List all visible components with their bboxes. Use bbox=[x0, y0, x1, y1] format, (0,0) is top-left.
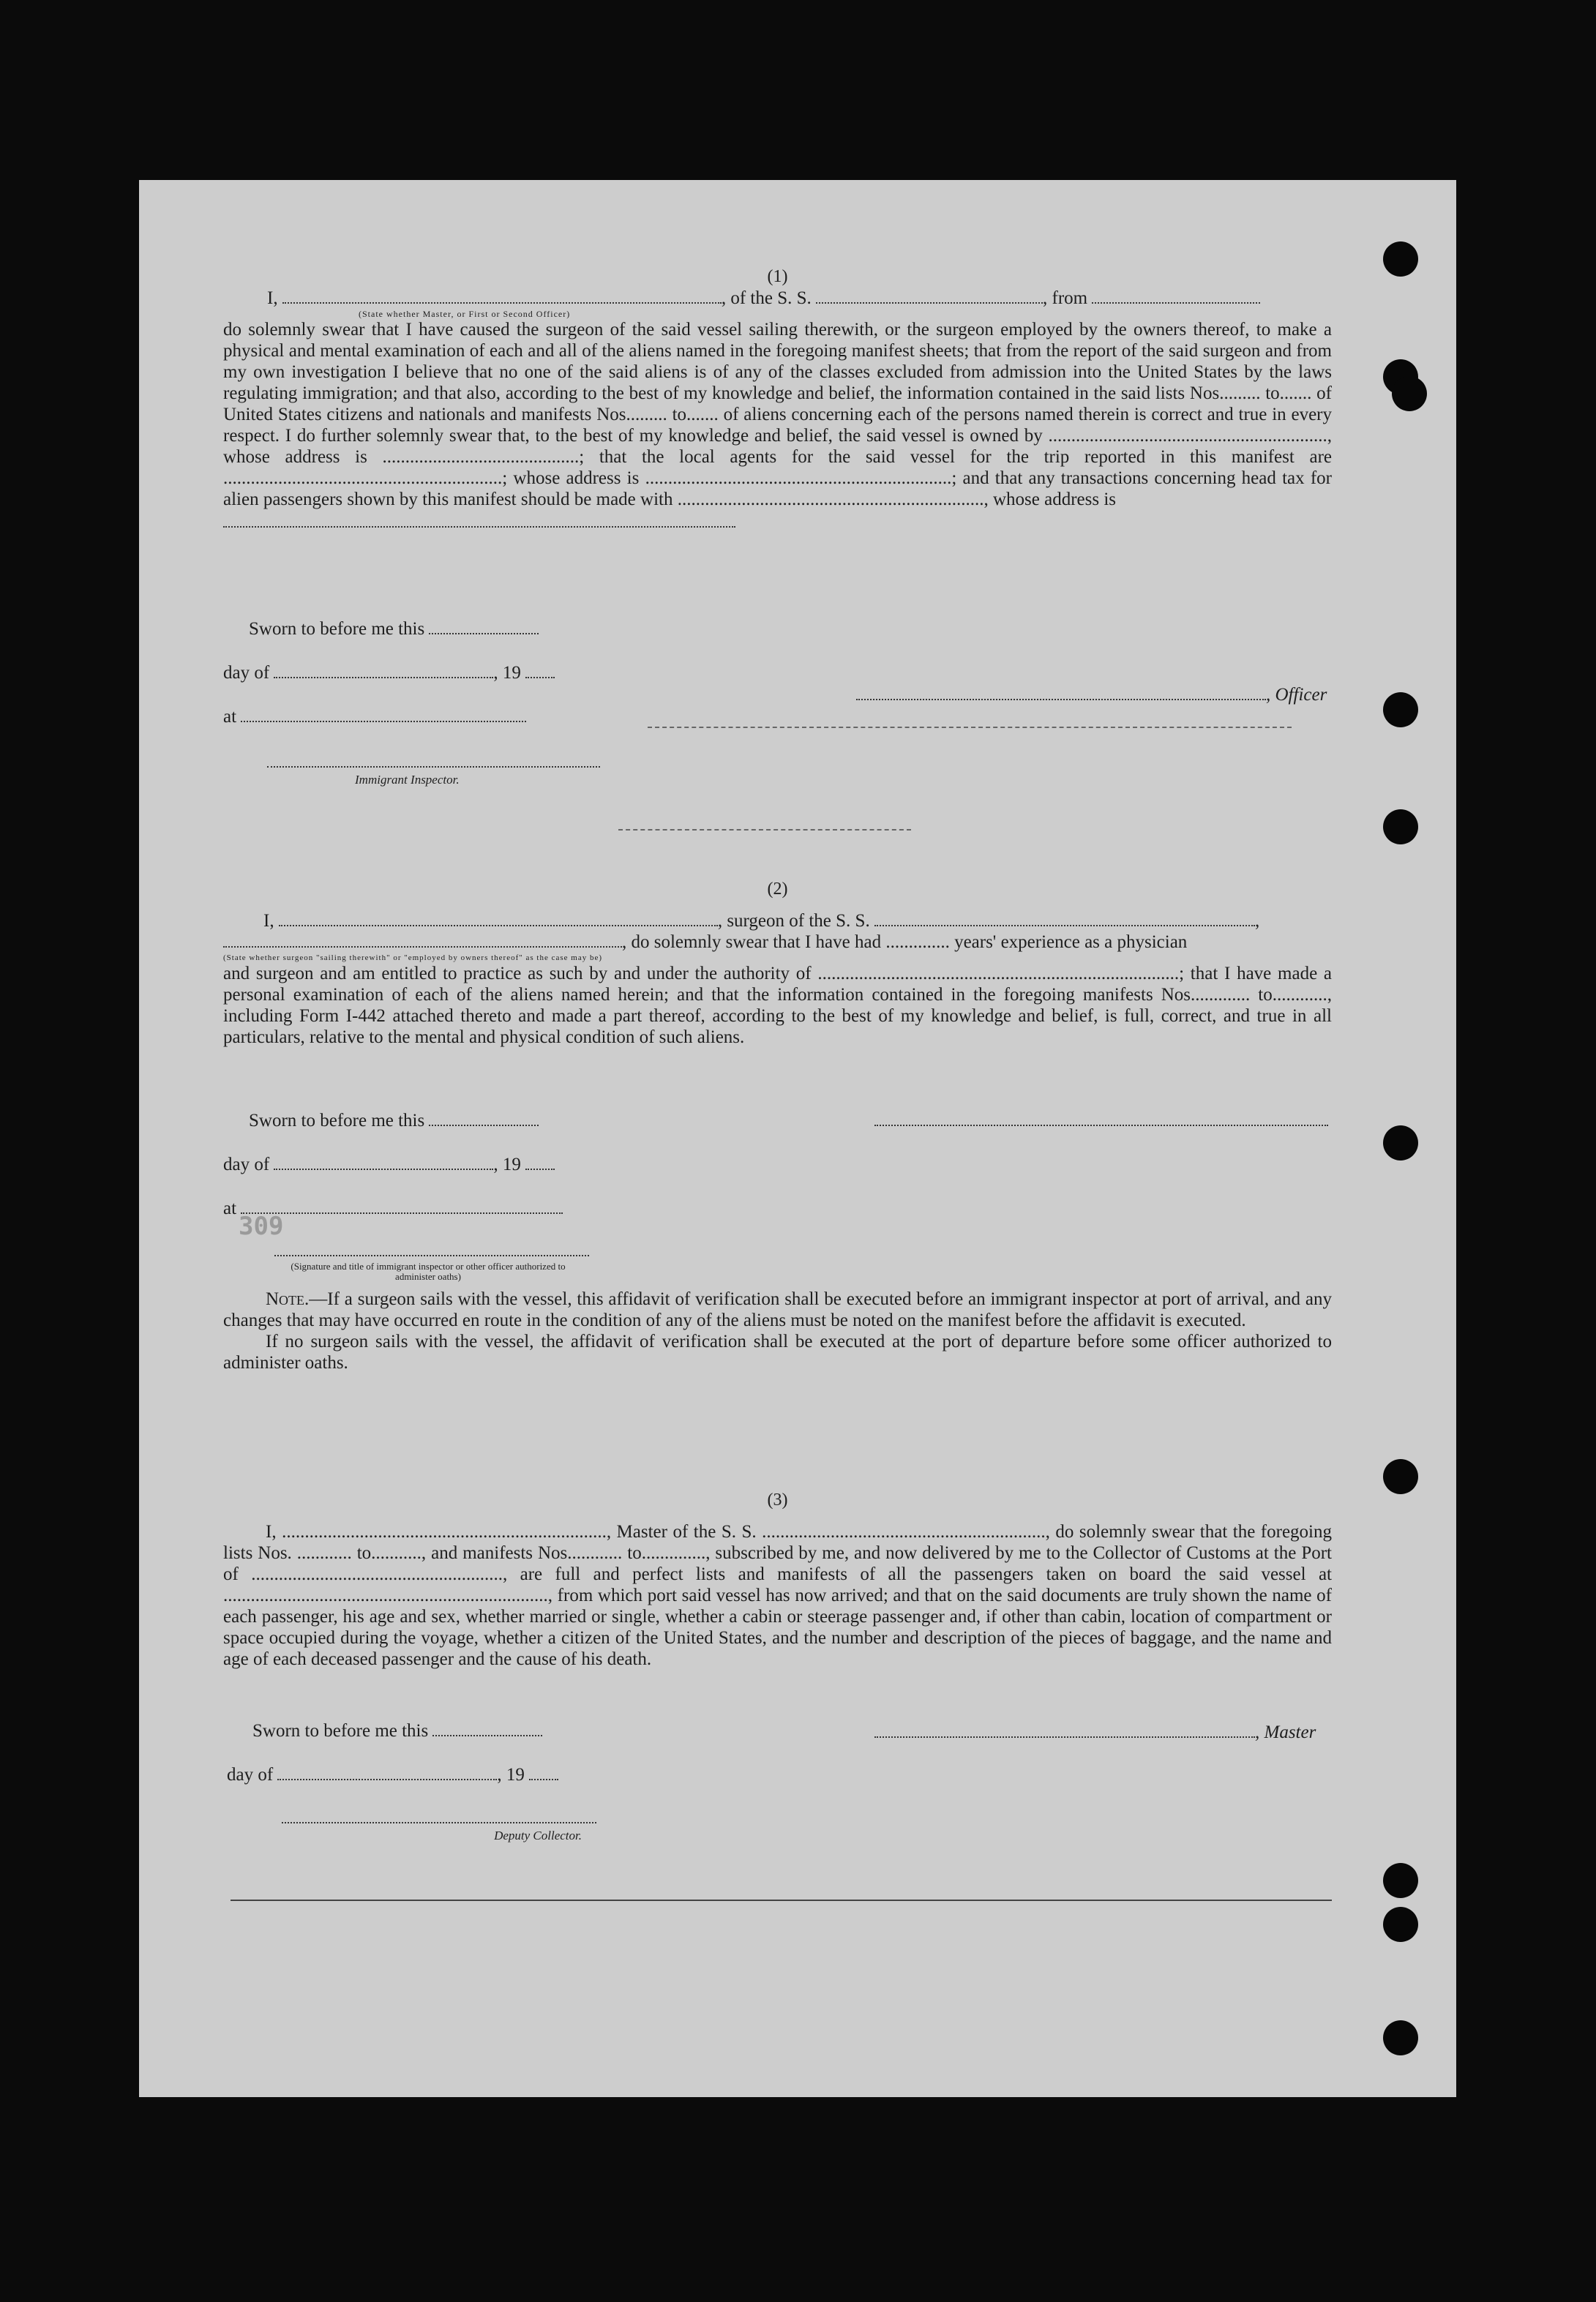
note-paragraph-1: Note.—If a surgeon sails with the vessel, this affidavit of verification shall be executed before an immigrant inspector at port of arrival, and any changes that may have occurred en route in the condition of any of the aliens must be noted on the manifest before the affidavit is executed. bbox=[223, 1289, 1332, 1330]
note-paragraph-2: If no surgeon sails with the vessel, the affidavit of verification shall be executed at the port of departure before some officer authorized to administer oaths. bbox=[223, 1332, 1332, 1373]
sworn-line-3: Sworn to before me this bbox=[252, 1721, 542, 1742]
section-number: (1) bbox=[767, 267, 788, 286]
bottom-rule bbox=[231, 1900, 1332, 1901]
bleed-through-line bbox=[618, 829, 911, 831]
affidavit-section-3 bbox=[223, 1490, 1332, 1670]
punch-hole bbox=[1383, 1125, 1418, 1161]
punch-hole bbox=[1383, 1907, 1418, 1942]
stamp-bleed-through: 309 bbox=[239, 1212, 284, 1241]
vessel-name-field[interactable] bbox=[816, 289, 1043, 304]
punch-hole bbox=[1383, 692, 1418, 727]
sworn-line-1: Sworn to before me this bbox=[249, 619, 539, 640]
punch-hole bbox=[1383, 809, 1418, 844]
address-field[interactable] bbox=[223, 513, 735, 528]
origin-port-field[interactable] bbox=[1092, 289, 1260, 304]
section-1-body: do solemnly swear that I have caused the surgeon of the said vessel sailing therewith, or the surgeon employed by the owners thereof, to make a physical and mental examination of each and all of the aliens named in the foregoing manifest sheets; that from the report of the said surgeon and from my own investigation I believe that no one of the said aliens is of any of the classes excluded from admission into the United States by the laws regulating immigration; and that also, according to the best of my knowledge and belief, the information contained in the said lists Nos......... to....... of United States citizens and nationals and manifests Nos......... to....... of aliens concerning each of the persons named therein is correct and true in every respect. I do further solemnly swear that, to the best of my knowledge and belief, the said vessel is owned by ............................................................., whose address is ...........................................; that the local agents for the said vessel for the trip reported in this manifest are .............................................................; whose address is ...................................................................; and that any transactions concerning head tax for alien passengers shown by this manifest should be made with ..................................................................., whose address is bbox=[223, 320, 1332, 509]
bleed-through-line bbox=[648, 727, 1292, 728]
at-line-2: at bbox=[223, 1199, 563, 1219]
affidavit-section-1 bbox=[223, 266, 1332, 533]
sworn-line-2: Sworn to before me this bbox=[249, 1111, 539, 1131]
officer-name-field[interactable] bbox=[282, 289, 722, 304]
inspector-signature-line: Immigrant Inspector. bbox=[267, 752, 600, 787]
section-number: (3) bbox=[767, 1491, 788, 1510]
section-number: (2) bbox=[767, 880, 788, 899]
surgeon-name-field[interactable] bbox=[279, 912, 718, 926]
surgeon-line: I, , surgeon of the S. S. , bbox=[263, 911, 1260, 931]
officer-caption: (State whether Master, or First or Second Officer) bbox=[359, 309, 571, 319]
vessel-name-field[interactable] bbox=[874, 912, 1255, 926]
officer-signature-line: , Officer bbox=[856, 685, 1327, 705]
day-line-2: day of , 19 bbox=[223, 1155, 555, 1175]
at-line-1: at bbox=[223, 707, 526, 727]
surgeon-caption: (State whether surgeon "sailing therewith" or "employed by owners thereof" as the case may be) bbox=[223, 953, 603, 962]
punch-hole bbox=[1383, 1459, 1418, 1494]
punch-hole bbox=[1392, 376, 1427, 411]
surgeon-signature-line bbox=[874, 1111, 1328, 1131]
manifest-back-page bbox=[139, 180, 1456, 2097]
section-3-body: I, ......................................................................., Master of the S. S. .............................................................., do solemnly swear that the foregoing lists Nos. ............ to..........., and manifests Nos............ to.............., subscribed by me, and now delivered by me to the Collector of Customs at the Port of ......................................................., are full and perfect lists and manifests of all the passengers taken on board the said vessel at ......................................................................., from which port said vessel has now arrived; and that on the said documents are truly shown the name of each passenger, his age and sex, whether married or single, whether a cabin or steerage passenger and, if other than cabin, location of compartment or space occupied during the voyage, whether a citizen of the United States, and the number and description of the pieces of baggage, and the name and age of each deceased passenger and the cause of his death. bbox=[223, 1522, 1332, 1669]
master-signature-line: , Master bbox=[874, 1722, 1316, 1743]
surgeon-experience-line: , do solemnly swear that I have had .............. years' experience as a physician bbox=[223, 931, 1332, 953]
section-2-body: and surgeon and am entitled to practice as such by and under the authority of ...............................................................................; that I have made a personal examination of each of the aliens named herein; and that the information contained in the foregoing manifests Nos............. to............, including Form I-442 attached thereto and made a part thereof, according to the best of my knowledge and belief, is full, correct, and true in all particulars, relative to the mental and physical condition of such aliens. bbox=[223, 964, 1332, 1047]
officer-line: I, , of the S. S. , from bbox=[267, 288, 1332, 309]
inspector-signature-line-2: (Signature and title of immigrant inspector or other officer authorized to administer oaths) bbox=[274, 1241, 589, 1282]
section-2-notes bbox=[223, 1289, 1332, 1373]
day-line-1: day of , 19 bbox=[223, 663, 555, 683]
punch-hole bbox=[1383, 2020, 1418, 2055]
deputy-collector-signature-line: Deputy Collector. bbox=[282, 1808, 596, 1843]
punch-hole bbox=[1383, 1863, 1418, 1898]
affidavit-section-2 bbox=[223, 879, 1332, 1048]
punch-hole bbox=[1383, 241, 1418, 277]
day-line-3: day of , 19 bbox=[227, 1765, 558, 1785]
